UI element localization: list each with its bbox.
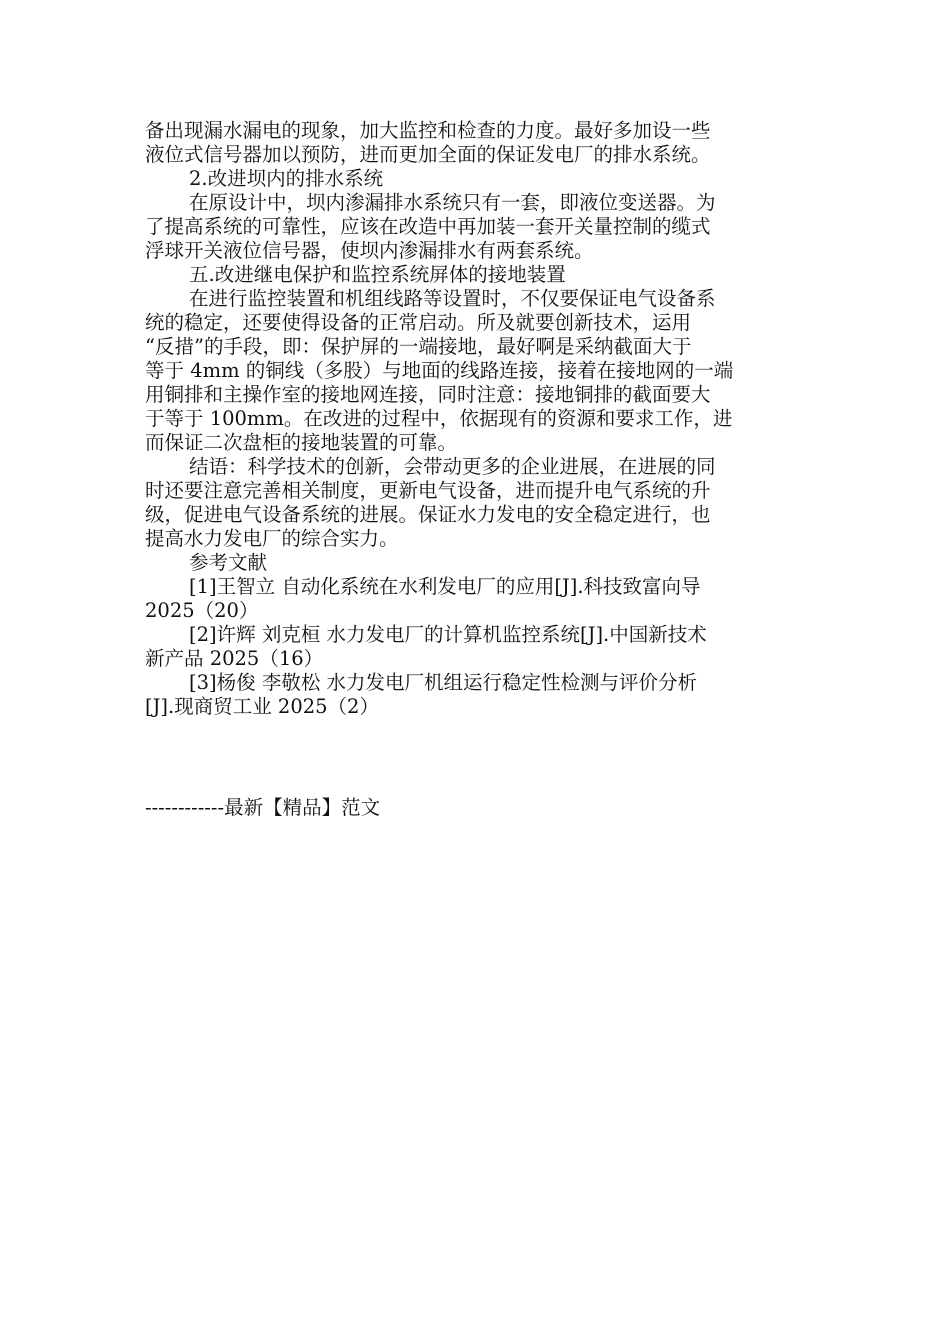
reference-2 xyxy=(145,623,805,671)
text-line: 提高水力发电厂的综合实力。 xyxy=(145,527,399,550)
text-line: 于等于 100mm。在改进的过程中，依据现有的资源和要求工作，进 xyxy=(145,407,733,430)
text-line: 备出现漏水漏电的现象，加大监控和检查的力度。最好多加设一些 xyxy=(145,119,711,142)
section-heading-2 xyxy=(145,167,805,191)
reference-1 xyxy=(145,575,805,623)
paragraph-p2 xyxy=(145,191,805,263)
reference-line: 2025（20） xyxy=(145,599,259,622)
reference-3 xyxy=(145,671,805,719)
paragraph-p1 xyxy=(145,119,805,167)
reference-line: [2]许辉 刘克桓 水力发电厂的计算机监控系统[J].中国新技术 xyxy=(189,623,707,646)
text-line: 在原设计中，坝内渗漏排水系统只有一套，即液位变送器。为 xyxy=(189,191,716,214)
heading-line: 2.改进坝内的排水系统 xyxy=(189,167,384,190)
paragraph-conclusion xyxy=(145,455,805,551)
text-line: 结语：科学技术的创新，会带动更多的企业进展，在进展的同 xyxy=(189,455,716,478)
reference-line: [1]王智立 自动化系统在水利发电厂的应用[J].科技致富向导 xyxy=(189,575,701,598)
document-body xyxy=(145,119,805,719)
text-line: 了提高系统的可靠性，应该在改造中再加装一套开关量控制的缆式 xyxy=(145,215,711,238)
text-line: 等于 4mm 的铜线（多股）与地面的线路连接，接着在接地网的一端 xyxy=(145,359,734,382)
references-title xyxy=(145,551,805,575)
text-line: 统的稳定，还要使得设备的正常启动。所及就要创新技术，运用 xyxy=(145,311,692,334)
paragraph-p3 xyxy=(145,287,805,455)
text-line: 级，促进电气设备系统的进展。保证水力发电的安全稳定进行，也 xyxy=(145,503,711,526)
reference-line: [3]杨俊 李敬松 水力发电厂机组运行稳定性检测与评价分析 xyxy=(189,671,698,694)
section-heading-5 xyxy=(145,263,805,287)
text-line: 用铜排和主操作室的接地网连接，同时注意：接地铜排的截面要大 xyxy=(145,383,711,406)
text-line: 在进行监控装置和机组线路等设置时，不仅要保证电气设备系 xyxy=(189,287,716,310)
text-line: 时还要注意完善相关制度，更新电气设备，进而提升电气系统的升 xyxy=(145,479,711,502)
text-line: 而保证二次盘柜的接地装置的可靠。 xyxy=(145,431,458,454)
text-line: 浮球开关液位信号器，使坝内渗漏排水有两套系统。 xyxy=(145,239,594,262)
text-line: 液位式信号器加以预防，进而更加全面的保证发电厂的排水系统。 xyxy=(145,143,711,166)
heading-line: 参考文献 xyxy=(189,551,268,574)
text-line: “反措”的手段，即：保护屏的一端接地，最好啊是采纳截面大于 xyxy=(145,335,692,358)
heading-line: 五.改进继电保护和监控系统屏体的接地装置 xyxy=(189,263,566,286)
footer-label: ------------最新【精品】范文 xyxy=(145,796,381,819)
reference-line: [J].现商贸工业 2025（2） xyxy=(145,695,379,718)
reference-line: 新产品 2025（16） xyxy=(145,647,324,670)
